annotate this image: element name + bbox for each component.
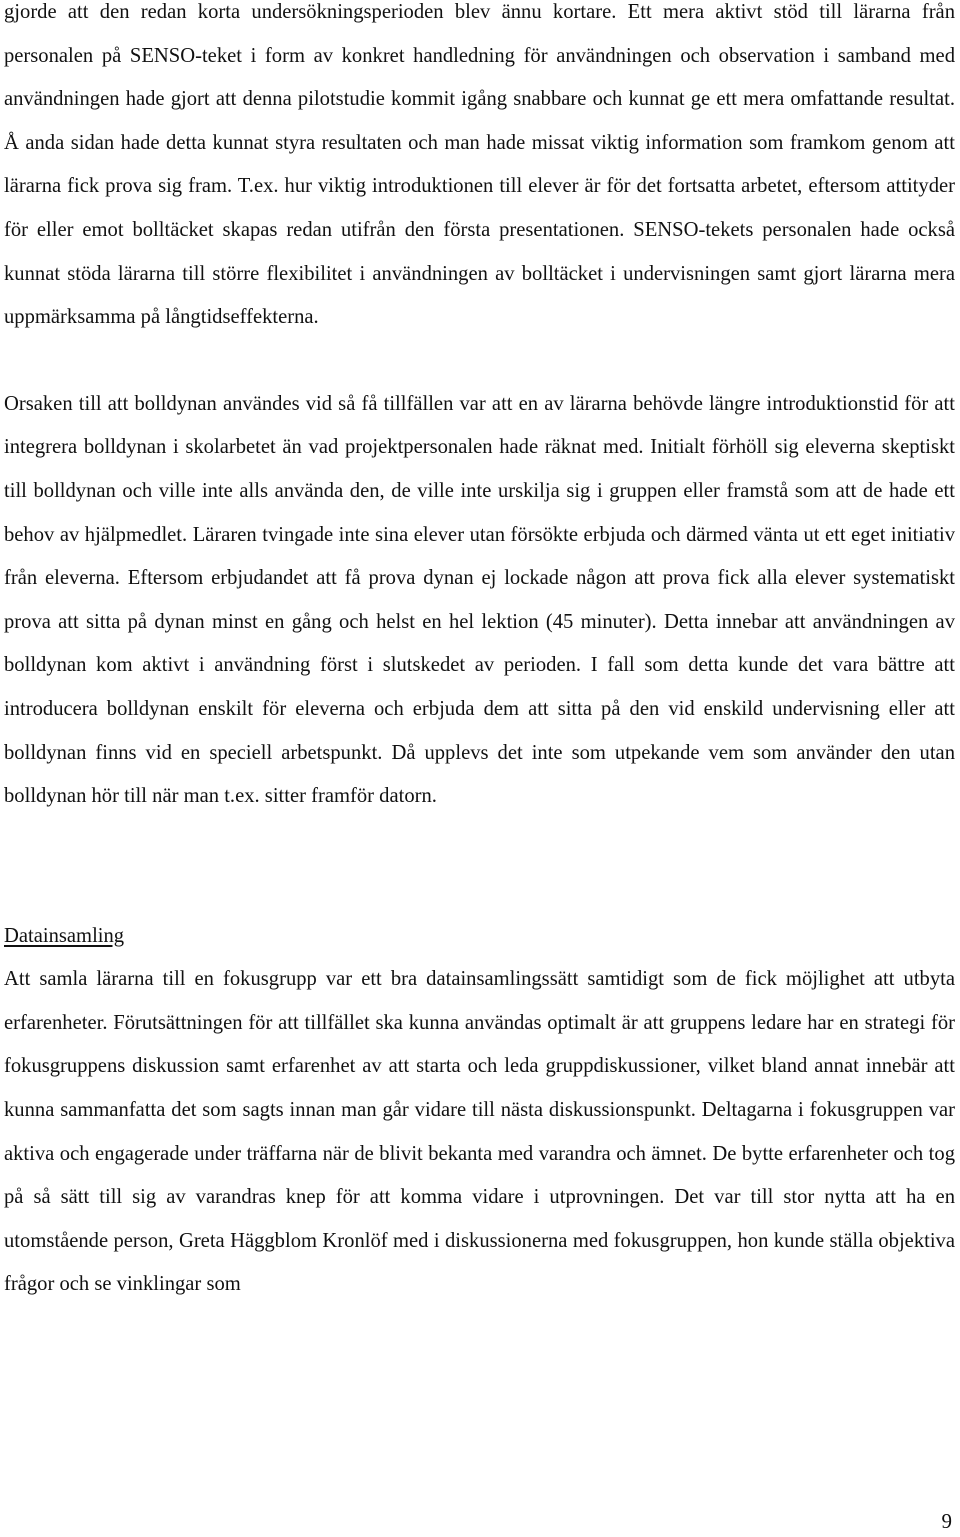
paragraph-2: Orsaken till att bolldynan användes vid så få tillfällen var att en av lärarna behövde längre introduktionstid för att integrera bolldynan i skolarbetet än vad projektpersonalen hade räknat med. Initialt förhöll sig eleverna skeptiskt till bolldynan och ville inte alls använda den, de ville inte urskilja sig i gruppen eller framstå som att de hade ett behov av hjälpmedlet. Läraren tvingade inte sina elever utan försökte erbjuda och därmed vänta ut ett eget initiativ från eleverna. Eftersom erbjudandet att få prova dynan ej lockade någon att prova fick alla elever systematiskt prova att sitta på dynan minst en gång och helst en hel lektion (45 minuter). Detta innebar att användningen av bolldynan kom aktivt i användning först i slutskedet av perioden. I fall som detta kunde det vara bättre att introducera bolldynan enskilt för eleverna och erbjuda dem att sitta på den vid enskild undervisning eller att bolldynan finns vid en speciell arbetspunkt. Då upplevs det inte som utpekande vem som använder den utan bolldynan hör till när man t.ex. sitter framför datorn. xyxy=(4,392,955,808)
page-number: 9 xyxy=(941,1509,952,1533)
paragraph-3: Att samla lärarna till en fokusgrupp var ett bra datainsamlingssätt samtidigt som de fick möjlighet att utbyta erfarenheter. Förutsättningen för att tillfället ska kunna användas optimalt är att gruppens ledare har en strategi för fokusgruppens diskussion samt erfarenhet av att starta och leda gruppdiskussioner, vilket bland annat innebär att kunna sammanfatta det som sagts innan man går vidare till nästa diskussionspunkt. Deltagarna i fokusgruppen var aktiva och engagerade under träffarna när de blivit bekanta med varandra och ämnet. De bytte erfarenheter och tog på så sätt till sig av varandras knep för att komma vidare i utprovningen. Det var till stor nytta att ha en utomstående person, Greta Häggblom Kronlöf med i diskussionerna med fokusgruppen, hon kunde ställa objektiva frågor och se vinklingar som xyxy=(4,968,955,1296)
paragraph-1: gjorde att den redan korta undersökningsperioden blev ännu kortare. Ett mera aktivt stöd till lärarna från personalen på SENSO-teket i form av konkret handledning för användningen och observation i samband med användningen hade gjort att denna pilotstudie kommit igång snabbare och kunnat ge ett mera omfattande resultat. Å anda sidan hade detta kunnat styra resultaten och man hade missat viktig information som framkom genom att lärarna fick prova sig fram. T.ex. hur viktig introduktionen till elever är för det fortsatta arbetet, eftersom attityder för eller emot bolltäcket skapas redan utifrån den första presentationen. SENSO-tekets personalen hade också kunnat stöda lärarna till större flexibilitet i användningen av bolltäcket i undervisningen samt gjort lärarna mera uppmärksamma på långtidseffekterna. xyxy=(4,1,955,329)
document-page xyxy=(4,0,955,1307)
section-heading-datainsamling: Datainsamling xyxy=(4,924,125,947)
